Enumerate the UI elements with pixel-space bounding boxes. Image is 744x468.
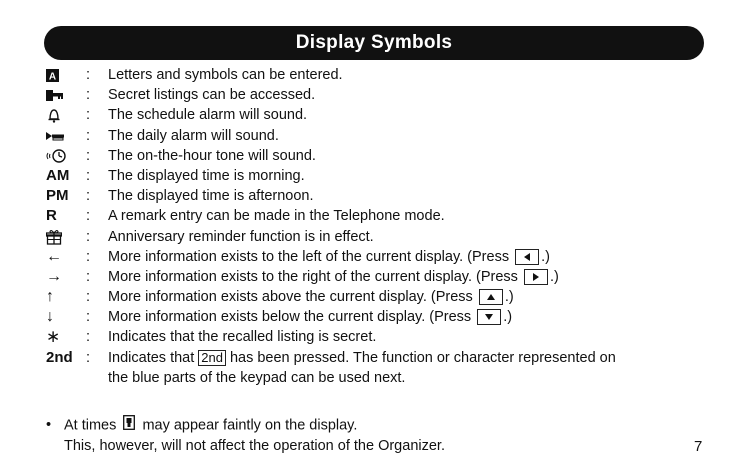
symbol-description: More information exists to the right of the current display. (Press <box>108 268 518 285</box>
list-item: : The daily alarm will sound. <box>46 126 706 146</box>
page-title: Display Symbols <box>295 32 453 53</box>
symbol-list <box>46 65 706 388</box>
list-item: : Anniversary reminder function is in effect. <box>46 227 706 247</box>
daily-alarm-icon <box>46 126 86 146</box>
page-number: 7 <box>694 438 703 455</box>
symbol-description: Indicates that <box>108 349 195 366</box>
bell-icon <box>46 105 86 125</box>
symbol-description: The schedule alarm will sound. <box>108 107 308 124</box>
symbol-description: The daily alarm will sound. <box>108 127 279 144</box>
symbol-description: The displayed time is afternoon. <box>108 188 314 205</box>
list-item: ← : More information exists to the left of the current display. (Press .) <box>46 247 550 265</box>
list-item: : Secret listings can be accessed. <box>46 85 706 105</box>
symbol-description: Anniversary reminder function is in effect. <box>108 228 374 245</box>
list-item: PM : The displayed time is afternoon. <box>46 186 706 206</box>
list-item: ↑ : More information exists above the current display. (Press .) <box>46 288 514 306</box>
list-item: ↓ : More information exists below the current display. (Press .) <box>46 308 513 326</box>
symbol-description-continuation: the blue parts of the keypad can be used next. <box>108 369 406 386</box>
second-function-symbol: 2nd <box>46 348 73 366</box>
list-item: ∗ : Indicates that the recalled listing is secret. <box>46 327 706 347</box>
bullet: • <box>46 417 52 434</box>
list-item: A : Letters and symbols can be entered. <box>46 65 706 85</box>
svg-text:A: A <box>48 71 57 82</box>
list-item: AM : The displayed time is morning. <box>46 166 706 186</box>
symbol-description: A remark entry can be made in the Telephone mode. <box>108 208 445 225</box>
remark-symbol: R <box>46 207 57 225</box>
gift-icon <box>46 227 86 247</box>
left-arrow-symbol: ← <box>46 247 62 265</box>
symbol-description: Indicates that the recalled listing is secret. <box>108 329 377 346</box>
list-item: 2nd : Indicates that 2nd has been pressed. The function or character represented on <box>46 348 616 366</box>
pm-symbol: PM <box>46 187 69 205</box>
symbol-description: Letters and symbols can be entered. <box>108 67 343 83</box>
symbol-description: More information exists to the left of the current display. (Press <box>108 248 510 265</box>
left-key-icon <box>515 249 539 265</box>
title-bar <box>44 26 704 60</box>
down-key-icon <box>477 309 501 325</box>
right-arrow-symbol: → <box>46 267 62 285</box>
list-item: R : A remark entry can be made in the Telephone mode. <box>46 206 706 226</box>
key-icon <box>46 85 86 105</box>
note: • At times may appear faintly on the display. This, however, will not affect the operation of the Organizer. <box>46 415 445 456</box>
up-arrow-symbol: ↑ <box>46 288 54 306</box>
symbol-description: More information exists below the current display. (Press <box>108 309 472 326</box>
note-line: This, however, will not affect the operation of the Organizer. <box>64 438 445 454</box>
symbol-description: Secret listings can be accessed. <box>108 87 316 104</box>
hourly-chime-icon <box>46 146 86 166</box>
up-key-icon <box>479 289 503 305</box>
list-item: → : More information exists to the right of the current display. (Press .) <box>46 267 559 285</box>
right-key-icon <box>524 269 548 285</box>
symbol-description: The displayed time is morning. <box>108 167 305 184</box>
symbol-description: More information exists above the current display. (Press <box>108 289 473 306</box>
down-arrow-symbol: ↓ <box>46 308 54 326</box>
second-key-label: 2nd <box>198 350 226 366</box>
asterisk-symbol: ∗ <box>46 327 61 347</box>
list-item: : The on-the-hour tone will sound. <box>46 146 706 166</box>
letter-mode-icon <box>46 65 86 85</box>
list-item: : The schedule alarm will sound. <box>46 105 706 125</box>
low-battery-icon <box>123 415 135 436</box>
am-symbol: AM <box>46 166 70 184</box>
symbol-description: The on-the-hour tone will sound. <box>108 147 316 164</box>
